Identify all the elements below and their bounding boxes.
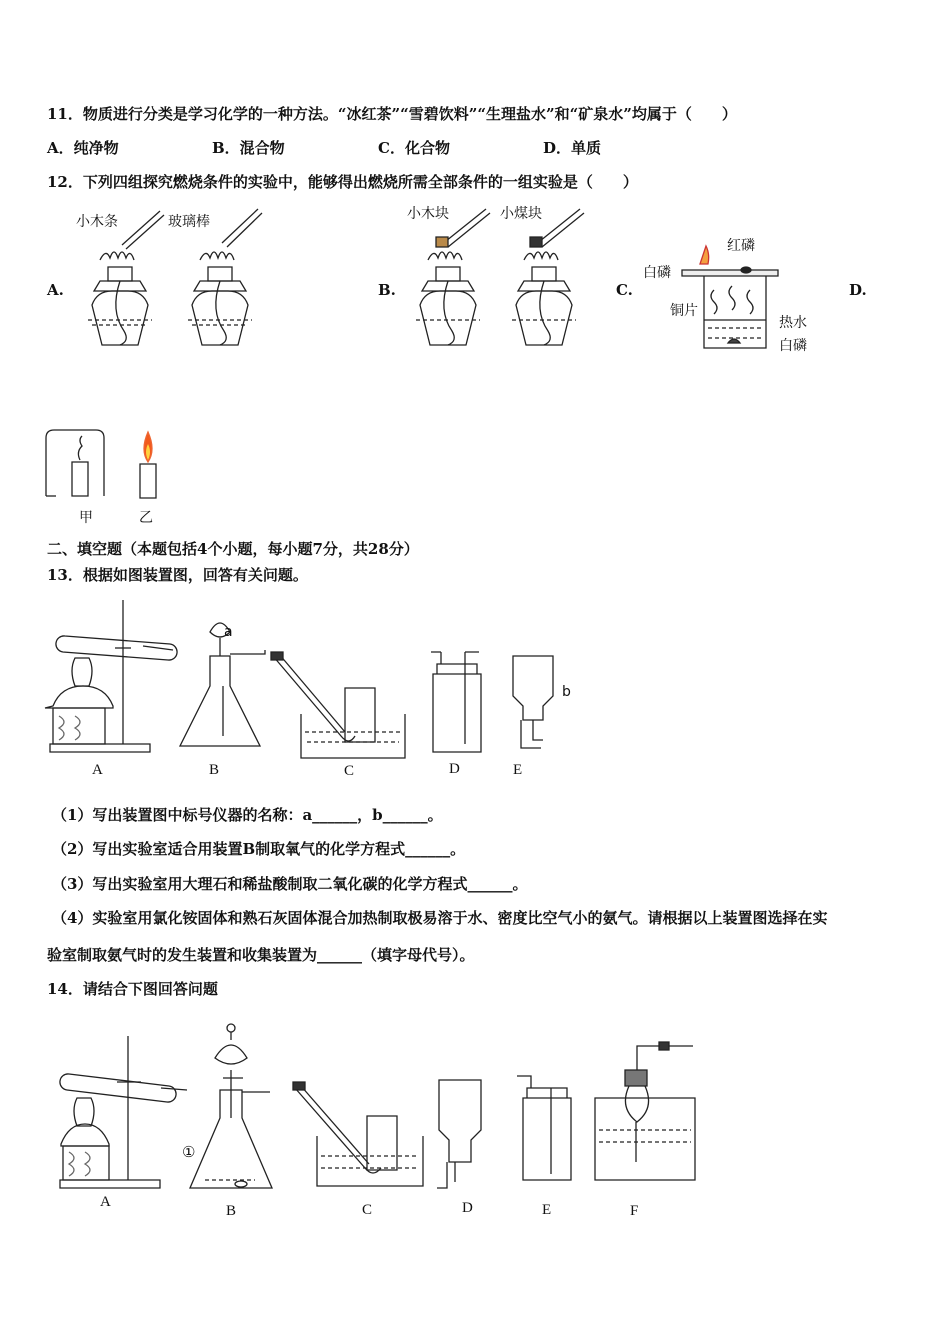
q11-stem: 11．物质进行分类是学习化学的一种方法。“冰红茶”“雪碧饮料”“生理盐水”和“矿泉水”均属于（ ） bbox=[47, 105, 737, 123]
q13-label-c: C bbox=[344, 763, 355, 779]
q13-label-e: E bbox=[513, 762, 523, 778]
q12-option-c-letter: C. bbox=[616, 281, 633, 299]
q13-part-2: （2）写出实验室适合用装置B制取氧气的化学方程式______。 bbox=[52, 840, 466, 858]
q13-part-4-line2: 验室制取氨气时的发生装置和收集装置为______（填字母代号）。 bbox=[47, 946, 475, 964]
q13-label-d: D bbox=[449, 761, 460, 777]
q13-part-3: （3）写出实验室用大理石和稀盐酸制取二氧化碳的化学方程式______。 bbox=[52, 875, 528, 893]
label-white-phosphorus-bottom: 白磷 bbox=[779, 338, 807, 354]
q13-label-b: B bbox=[209, 762, 220, 778]
q14-stem: 14．请结合下图回答问题 bbox=[47, 980, 218, 998]
q14-label-c: C bbox=[362, 1202, 373, 1218]
q12-figure-c bbox=[680, 240, 790, 355]
q14-mark-1: ① bbox=[182, 1145, 196, 1161]
q11-option-d: D．单质 bbox=[543, 139, 602, 157]
q13-figure bbox=[45, 596, 605, 761]
label-white-phosphorus-top: 白磷 bbox=[643, 265, 671, 281]
label-glass-rod: 玻璃棒 bbox=[168, 214, 210, 230]
q13-mark-a: a bbox=[224, 624, 233, 640]
q14-label-b: B bbox=[226, 1203, 237, 1219]
q14-figure bbox=[55, 1018, 705, 1198]
q12-stem: 12．下列四组探究燃烧条件的实验中，能够得出燃烧所需全部条件的一组实验是（ ） bbox=[47, 173, 638, 191]
label-jia: 甲 bbox=[79, 510, 93, 526]
q14-label-e: E bbox=[542, 1202, 552, 1218]
q13-part-4-line1: （4）实验室用氯化铵固体和熟石灰固体混合加热制取极易溶于水、密度比空气小的氨气。请根据以上装置图选择在实 bbox=[52, 909, 828, 927]
q12-option-a-letter: A. bbox=[47, 281, 64, 299]
label-red-phosphorus: 红磷 bbox=[727, 238, 755, 254]
q12-option-d-letter: D. bbox=[849, 281, 867, 299]
section2-heading: 二、填空题（本题包括4个小题，每小题7分，共28分） bbox=[47, 540, 419, 558]
label-wood-block: 小木块 bbox=[407, 206, 449, 222]
q11-option-a: A．纯净物 bbox=[47, 139, 119, 157]
label-copper-sheet: 铜片 bbox=[670, 303, 698, 319]
q11-option-b: B．混合物 bbox=[212, 139, 285, 157]
q12-figure-b bbox=[400, 205, 610, 355]
label-hot-water: 热水 bbox=[779, 315, 807, 331]
q14-label-f: F bbox=[630, 1203, 639, 1219]
q13-mark-b: b bbox=[562, 684, 571, 700]
q13-stem: 13．根据如图装置图，回答有关问题。 bbox=[47, 566, 308, 584]
q11-option-c: C．化合物 bbox=[378, 139, 450, 157]
q13-label-a: A bbox=[92, 762, 103, 778]
q14-label-a: A bbox=[100, 1194, 111, 1210]
q12-figure-d bbox=[44, 428, 174, 503]
label-yi: 乙 bbox=[139, 510, 153, 526]
label-wood-stick: 小木条 bbox=[76, 214, 118, 230]
q13-part-1: （1）写出装置图中标号仪器的名称：a______，b______。 bbox=[52, 806, 443, 824]
label-coal-block: 小煤块 bbox=[500, 206, 542, 222]
q14-label-d: D bbox=[462, 1200, 473, 1216]
q12-option-b-letter: B. bbox=[378, 281, 396, 299]
